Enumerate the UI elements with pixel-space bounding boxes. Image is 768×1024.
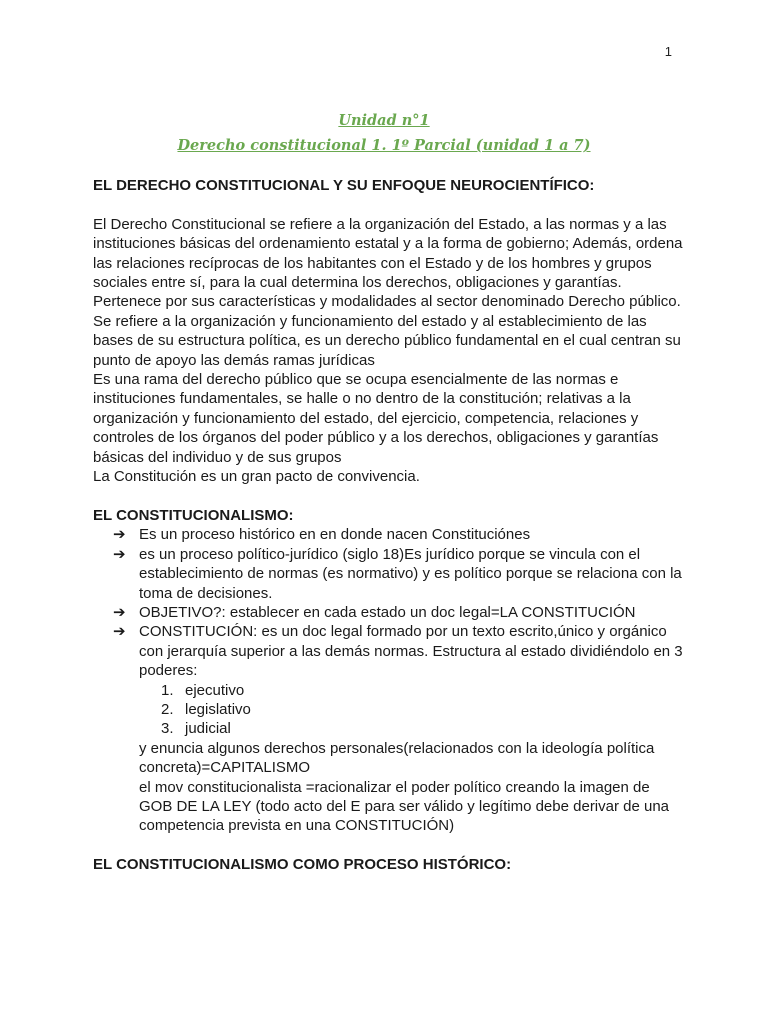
- list-number: 1.: [161, 681, 174, 699]
- page-number: 1: [664, 44, 672, 59]
- list-item-text: es un proceso político-jurídico (siglo 18)Es jurídico porque se vincula con el establecimiento de normas (es normativo) y es político porque se relaciona con la toma de decisiones.: [139, 545, 682, 602]
- list-item-text: judicial: [185, 720, 231, 738]
- list-number: 2.: [161, 700, 174, 718]
- list-item: [93, 700, 683, 719]
- document-body: [93, 176, 683, 875]
- list-item-text: legislativo: [185, 700, 251, 718]
- unit-heading: Unidad n°1: [338, 112, 430, 129]
- list-item: [93, 719, 683, 738]
- arrow-icon: ➔: [113, 603, 126, 621]
- paragraph: el mov constitucionalista =racionalizar el poder político creando la imagen de GOB DE LA LEY (todo acto del E para ser válido y legítimo debe derivar de una competencia prevista en una CONSTITUCIÓN): [139, 778, 670, 835]
- list-item: [93, 545, 683, 603]
- list-item-text: CONSTITUCIÓN: es un doc legal formado por un texto escrito,único y orgánico con jerarquía superior a las demás normas. Estructura al estado dividiéndolo en 3 poderes:: [139, 623, 683, 680]
- arrow-icon: ➔: [113, 526, 126, 544]
- paragraph: La Constitución es un gran pacto de convivencia.: [93, 468, 420, 486]
- section-title: EL CONSTITUCIONALISMO COMO PROCESO HISTÓRICO:: [93, 856, 512, 874]
- arrow-icon: ➔: [113, 623, 126, 641]
- section-title: EL DERECHO CONSTITUCIONAL Y SU ENFOQUE NEUROCIENTÍFICO:: [93, 177, 595, 194]
- numbered-list: [93, 681, 683, 739]
- course-heading: Derecho constitucional 1. 1º Parcial (unidad 1 a 7): [177, 137, 591, 154]
- paragraph: Se refiere a la organización y funcionamiento del estado y al establecimiento de las bases de su estructura política, es un derecho público fundamental en el cual centran su punto de apoyo las demás ramas jurídicas: [93, 312, 681, 369]
- paragraph: El Derecho Constitucional se refiere a la organización del Estado, a las normas y a las instituciones básicas del ordenamiento estatal y a la forma de gobierno; Además, ordena las relaciones recíprocas de los habitantes con el Estado y de los hombres y grupos sociales entre sí, para la cual determina los derechos, obligaciones y garantías. Pertenece por sus características y modalidades al sector denominado Derecho público.: [93, 215, 683, 311]
- arrow-icon: ➔: [113, 545, 126, 563]
- list-item: [93, 622, 683, 680]
- list-number: 3.: [161, 720, 174, 738]
- bullet-list: [93, 525, 683, 680]
- list-item-text: Es un proceso histórico en en donde nacen Constituciónes: [139, 526, 531, 544]
- list-item: [93, 603, 683, 622]
- list-item: [93, 681, 683, 700]
- list-item-text: OBJETIVO?: establecer en cada estado un doc legal=LA CONSTITUCIÓN: [139, 603, 636, 621]
- list-item-text: ejecutivo: [185, 681, 245, 699]
- paragraph: Es una rama del derecho público que se ocupa esencialmente de las normas e instituciones fundamentales, se halle o no dentro de la constitución; relativas a la organización y funcionamiento del estado, del ejercicio, competencia, relaciones y controles de los órganos del poder público y a los derechos, obligaciones y garantías básicas del individuo y de sus grupos: [93, 371, 659, 466]
- section-title: EL CONSTITUCIONALISMO:: [93, 506, 294, 524]
- paragraph: y enuncia algunos derechos personales(relacionados con la ideología política concreta)=CAPITALISMO: [139, 739, 655, 777]
- list-item: [93, 525, 683, 544]
